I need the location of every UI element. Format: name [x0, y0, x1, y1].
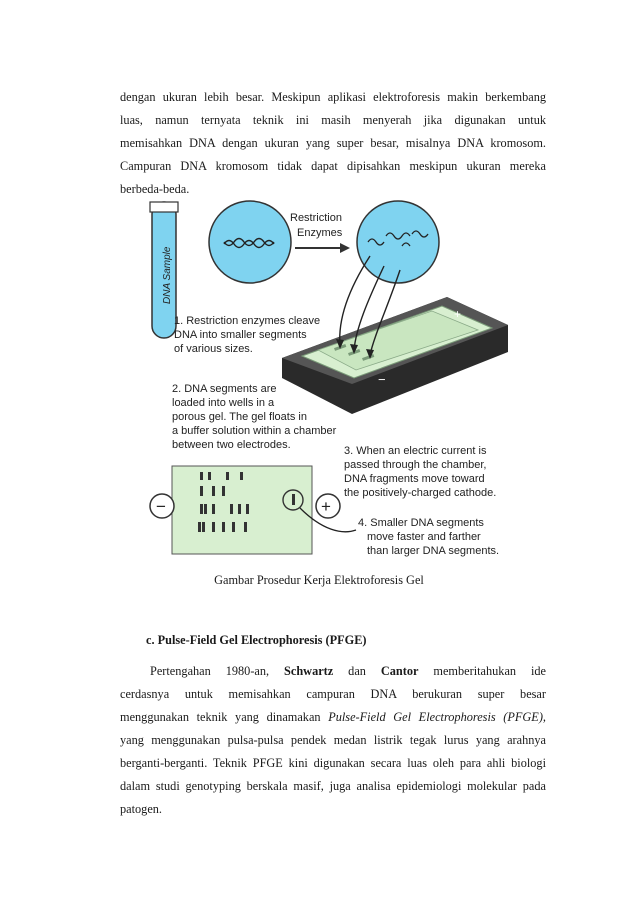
- arrow-label-enzymes: Enzymes: [297, 227, 343, 239]
- svg-text:DNA fragments move toward: DNA fragments move toward: [344, 473, 485, 485]
- svg-text:the positively-charged cathode: the positively-charged cathode.: [344, 487, 497, 499]
- intro-paragraph: [120, 86, 546, 201]
- step-4-text: [358, 517, 499, 557]
- minus-electrode-icon: [150, 494, 174, 518]
- svg-text:move faster and farther: move faster and farther: [367, 531, 481, 543]
- svg-text:4. Smaller DNA segments: 4. Smaller DNA segments: [358, 517, 484, 529]
- cut-dna-circle: [357, 201, 439, 283]
- svg-text:passed through the chamber,: passed through the chamber,: [344, 459, 487, 471]
- svg-text:between two electrodes.: between two electrodes.: [172, 439, 291, 451]
- svg-text:DNA into smaller segments: DNA into smaller segments: [174, 329, 307, 341]
- pfge-paragraph: [120, 660, 546, 821]
- text-line: cerdasnya untuk memisahkan campuran DNA berukuran super besar: [120, 687, 546, 701]
- text-line: Campuran DNA kromosom tidak dapat dipisahkan meskipun ukuran mereka: [120, 159, 546, 173]
- author-schwartz: Schwartz: [284, 664, 334, 678]
- author-cantor: Cantor: [380, 664, 419, 678]
- svg-text:3. When an electric current is: 3. When an electric current is: [344, 445, 487, 457]
- svg-text:porous gel. The gel floats in: porous gel. The gel floats in: [172, 411, 307, 423]
- tube-label: DNA Sample: [162, 246, 173, 304]
- text-line: luas, namun ternyata teknik ini masih menyerah jika digunakan untuk: [120, 113, 546, 127]
- intact-dna-circle: [209, 201, 291, 283]
- figure-caption: Gambar Prosedur Kerja Elektroforesis Gel: [214, 573, 424, 587]
- text-line: Pertengahan 1980-an, Schwartz dan Cantor memberitahukan ide: [150, 664, 547, 678]
- pfge-term: Pulse-Field Gel Electrophoresis (PFGE),: [328, 710, 546, 724]
- text-line: berganti-berganti. Teknik PFGE kini digunakan secara luas oleh para ahli biologi: [120, 756, 546, 770]
- electrophoresis-figure: [142, 200, 508, 564]
- svg-text:2. DNA segments are: 2. DNA segments are: [172, 383, 277, 395]
- svg-text:of various sizes.: of various sizes.: [174, 343, 253, 355]
- svg-text:1. Restriction enzymes cleave: 1. Restriction enzymes cleave: [174, 315, 321, 327]
- text-line: yang menggunakan pulsa-pulsa pendek medan listrik tegak lurus yang arahnya: [120, 733, 546, 747]
- text-line: patogen.: [120, 802, 163, 816]
- svg-text:−: −: [156, 497, 166, 516]
- plus-electrode-icon: [316, 494, 340, 518]
- text-line: dalam studi genotyping berskala masif, juga analisa epidemiologi molekular pada: [120, 779, 546, 793]
- svg-text:loaded into wells in a: loaded into wells in a: [172, 397, 275, 409]
- svg-text:a buffer solution within a cha: a buffer solution within a chamber: [172, 425, 337, 437]
- section-heading: c. Pulse-Field Gel Electrophoresis (PFGE): [146, 633, 367, 647]
- text-line: berbeda-beda.: [120, 182, 190, 196]
- text-line: memisahkan DNA dengan ukuran yang super besar, misalnya DNA kromosom.: [120, 136, 546, 150]
- svg-text:+: +: [321, 497, 331, 516]
- chamber-plus: +: [454, 307, 462, 321]
- chamber-minus: −: [378, 372, 386, 387]
- text-line: menggunakan teknik yang dinamakan Pulse-Field Gel Electrophoresis (PFGE),: [120, 710, 546, 724]
- text-line: dengan ukuran lebih besar. Meskipun aplikasi elektroforesis makin berkembang: [120, 90, 546, 104]
- arrow-label-restriction: Restriction: [290, 212, 342, 224]
- svg-text:than larger DNA segments.: than larger DNA segments.: [367, 545, 500, 557]
